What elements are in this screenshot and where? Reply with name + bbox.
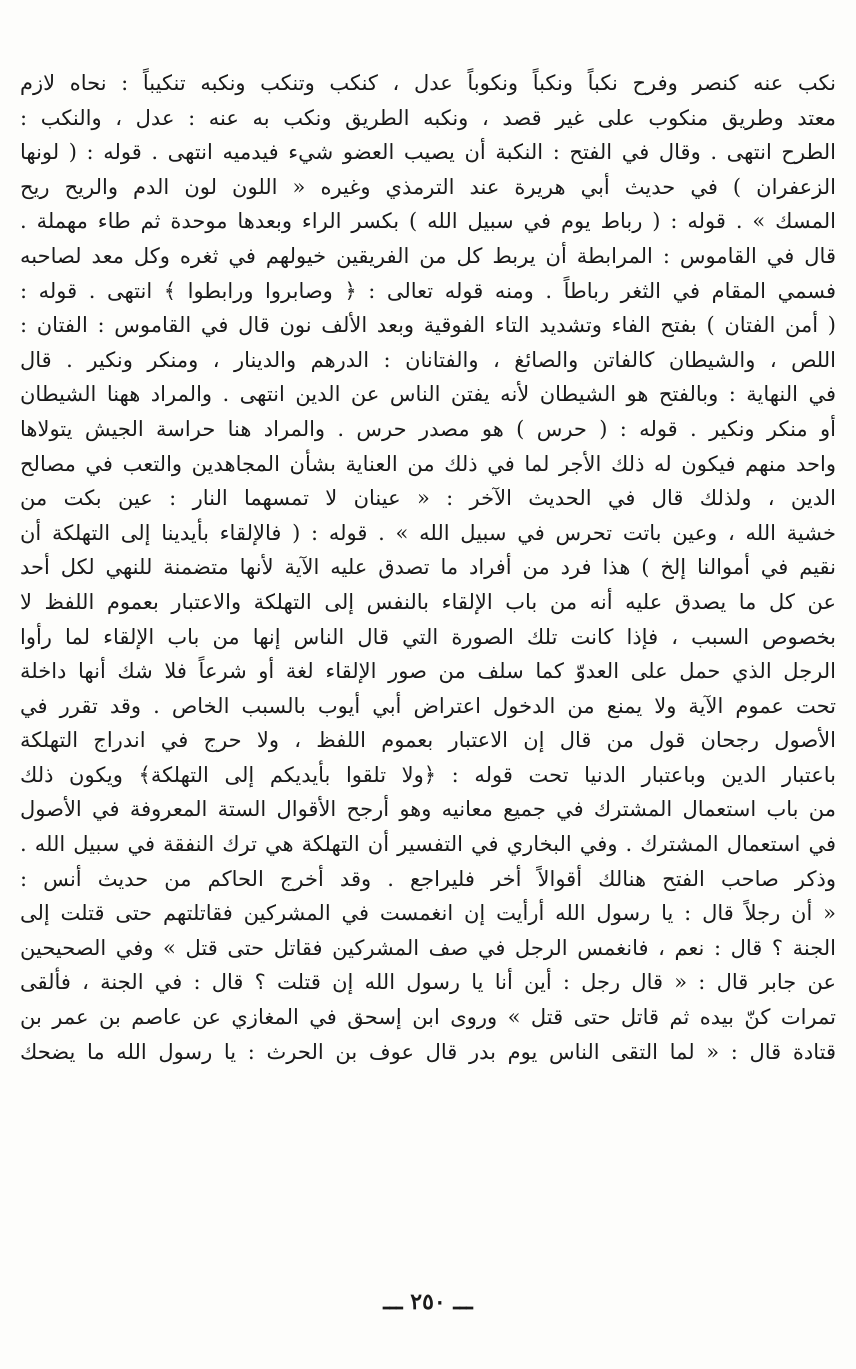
text-line: قال في القاموس : المرابطة أن يربط كل من الفريقين خيولهم في ثغره وكل معد لصاحبه — [20, 243, 836, 268]
text-line: تحت عموم الآية ولا يمنع من الدخول اعتراض أبي أيوب بالسبب الخاص . وقد تقرر في — [20, 693, 836, 718]
text-line: عن كل ما يصدق عليه أنه من باب الإلقاء بالنفس إلى التهلكة والاعتبار بعموم اللفظ لا — [20, 589, 836, 614]
text-line: الأصول رجحان قول من قال إن الاعتبار بعموم اللفظ ، ولا حرج في اندراج التهلكة — [20, 728, 836, 753]
text-line: بخصوص السبب ، فإذا كانت تلك الصورة التي قال الناس إنها من باب الإلقاء لما رأوا — [20, 624, 836, 649]
text-line: الطرح انتهى . وقال في الفتح : النكبة أن يصيب العضو شيء فيدميه انتهى . قوله : ( لونها — [20, 140, 836, 165]
text-line: نقيم في أموالنا إلخ ) هذا فرد من أفراد ما تصدق عليه الآية لأنها متضمنة للنهي لكل أحد — [20, 555, 836, 580]
text-line: معتد وطريق منكوب على غير قصد ، ونكبه الطريق ونكب به عنه : عدل ، والنكب : — [20, 105, 836, 130]
text-line: أو منكر ونكير . قوله : ( حرس ) هو مصدر حرس . والمراد هنا حراسة الجيش يتولاها — [20, 416, 836, 441]
text-line: المسك » . قوله : ( رباط يوم في سبيل الله ) بكسر الراء وبعدها موحدة ثم طاء مهملة . — [20, 209, 836, 234]
text-line: نكب عنه كنصر وفرح نكباً ونكباً ونكوباً عدل ، كنكب وتنكب ونكبه تنكيباً : نحاه لازم — [20, 71, 836, 95]
text-line: وذكر صاحب الفتح هنالك أقوالاً أخر فليراجع . وقد أخرج الحاكم من حديث أنس : — [20, 866, 836, 891]
text-line: قتادة قال : « لما التقى الناس يوم بدر قال عوف بن الحرث : يا رسول الله ما يضحك — [20, 1039, 836, 1064]
text-line: الرجل الذي حمل على العدوّ كما سلف من صور الإلقاء لغة أو شرعاً فلا شك أنها داخلة — [20, 659, 836, 684]
text-line: الزعفران ) في حديث أبي هريرة عند الترمذي وغيره « اللون لون الدم والريح ريح — [20, 174, 836, 199]
text-line: من باب استعمال المشترك في جميع معانيه وهو أرجح الأقوال الستة المعروفة في الأصول — [20, 797, 836, 822]
text-line: تمرات كنّ بيده ثم قاتل حتى قتل » وروى ابن إسحق في المغازي عن عاصم بن عمر بن — [20, 1005, 836, 1030]
text-line: واحد منهم فيكون له ذلك الأجر لما في ذلك من العناية بشأن المجاهدين والتعب في مصالح — [20, 451, 836, 476]
page-number: ـــ ٢٥٠ ـــ — [383, 1289, 473, 1315]
text-line: الجنة ؟ قال : نعم ، فانغمس الرجل في صف المشركين فقاتل حتى قتل » وفي الصحيحين — [20, 935, 836, 960]
text-line: فسمي المقام في الثغر رباطاً . ومنه قوله تعالى : ﴿ وصابروا ورابطوا ﴾ انتهى . قوله : — [20, 278, 836, 303]
text-line: الدين ، ولذلك قال في الحديث الآخر : « عينان لا تمسهما النار : عين بكت من — [20, 486, 836, 511]
text-line: اللص ، والشيطان كالفاتن والصائغ ، والفتانان : الدرهم والدينار ، ومنكر ونكير . قال — [20, 347, 836, 372]
text-line: في النهاية : وبالفتح هو الشيطان لأنه يفتن الناس عن الدين انتهى . والمراد ههنا الشيطان — [20, 382, 836, 407]
text-line: « أن رجلاً قال : يا رسول الله أرأيت إن انغمست في المشركين فقاتلتهم حتى قتلت إلى — [20, 901, 836, 926]
body-text — [20, 66, 836, 1069]
text-line: في استعمال المشترك . وفي البخاري في التفسير أن التهلكة هي ترك النفقة في سبيل الله . — [20, 832, 836, 857]
text-line: ( أمن الفتان ) بفتح الفاء وتشديد التاء الفوقية وبعد الألف نون قال في القاموس : الفتان : — [20, 313, 836, 338]
text-line: خشية الله ، وعين باتت تحرس في سبيل الله » . قوله : ( فالإلقاء بأيدينا إلى التهلكة أن — [20, 520, 836, 545]
text-line: باعتبار الدين وباعتبار الدنيا تحت قوله : ﴿ولا تلقوا بأيديكم إلى التهلكة﴾ ويكون ذلك — [20, 762, 836, 787]
text-line: عن جابر قال : « قال رجل : أين أنا يا رسول الله إن قتلت ؟ قال : في الجنة ، فألقى — [20, 970, 836, 995]
